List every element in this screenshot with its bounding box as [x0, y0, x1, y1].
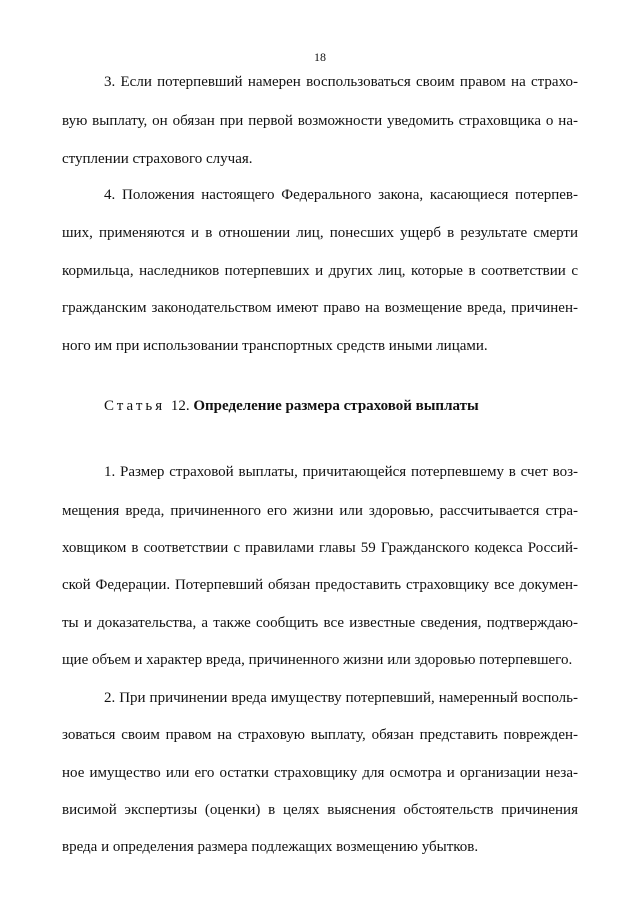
text-line: ты и доказательства, а также сообщить все известные сведения, подтверждаю- — [62, 615, 578, 631]
text-line: ное имущество или его остатки страховщику для осмотра и организации неза- — [62, 765, 578, 781]
article-label: Статья — [104, 398, 166, 414]
text-line: ской Федерации. Потерпевший обязан предоставить страховщику все докумен- — [62, 577, 578, 593]
text-line: гражданским законодательством имеют право на возмещение вреда, причинен- — [62, 300, 578, 316]
text-line: висимой экспертизы (оценки) в целях выяснения обстоятельств причинения — [62, 802, 578, 818]
article-number: 12. — [170, 398, 190, 414]
text-line: ховщиком в соответствии с правилами главы 59 Гражданского кодекса Россий- — [62, 540, 578, 556]
text-line: 2. При причинении вреда имуществу потерпевший, намеренный восполь- — [104, 690, 578, 706]
text-line: мещения вреда, причиненного его жизни или здоровью, рассчитывается стра- — [62, 503, 578, 519]
page-number: 18 — [314, 50, 326, 64]
article-title: Определение размера страховой выплаты — [193, 398, 479, 414]
text-line: щие объем и характер вреда, причиненного жизни или здоровью потерпевшего. — [62, 652, 573, 668]
text-line: ного им при использовании транспортных средств иными лицами. — [62, 338, 488, 354]
text-line: кормильца, наследников потерпевших и других лиц, которые в соответствии с — [62, 263, 578, 279]
text-line: ших, применяются и в отношении лиц, понесших ущерб в результате смерти — [62, 225, 578, 241]
text-line: 3. Если потерпевший намерен воспользоваться своим правом на страхо- — [104, 74, 578, 90]
text-line: зоваться своим правом на страховую выплату, обязан представить поврежден- — [62, 727, 578, 743]
text-line: вреда и определения размера подлежащих возмещению убытков. — [62, 839, 479, 855]
text-line: 4. Положения настоящего Федерального закона, касающиеся потерпев- — [104, 187, 578, 203]
text-line: 1. Размер страховой выплаты, причитающейся потерпевшему в счет воз- — [104, 464, 578, 480]
text-line: ступлении страхового случая. — [62, 151, 253, 167]
article-heading — [104, 397, 479, 415]
text-line: вую выплату, он обязан при первой возможности уведомить страховщика о на- — [62, 113, 578, 129]
